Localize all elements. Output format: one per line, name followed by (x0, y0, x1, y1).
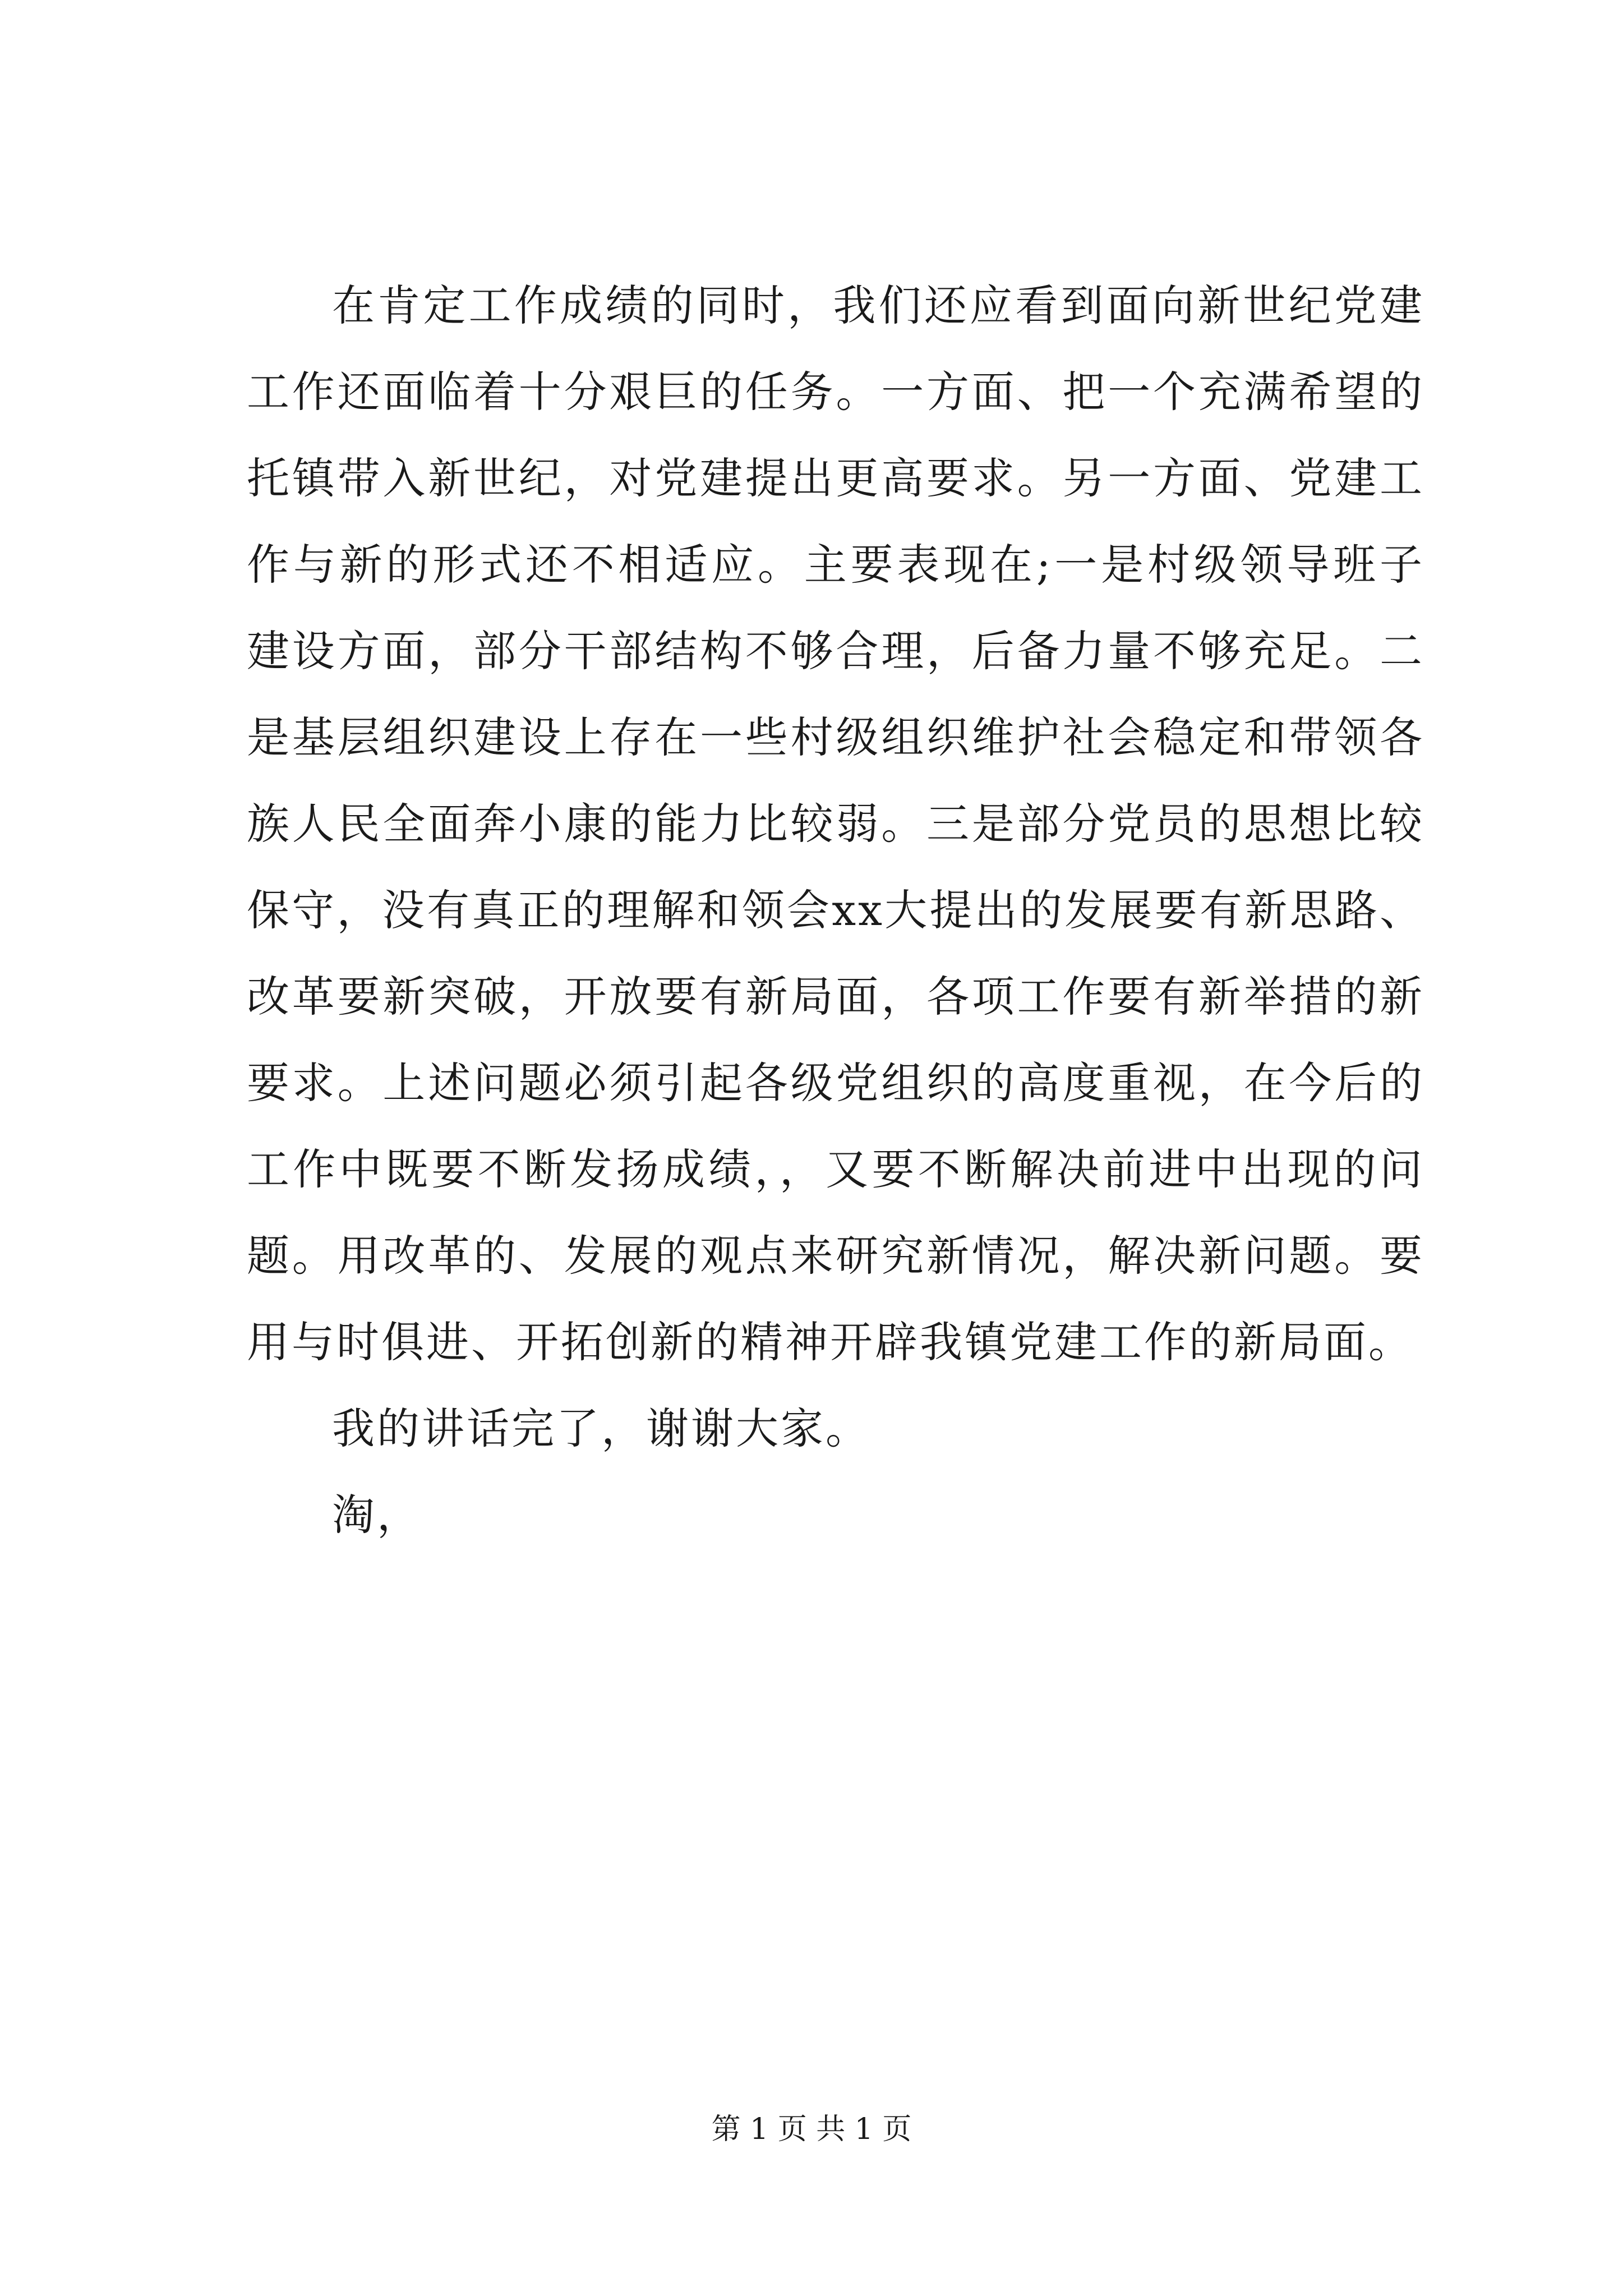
paragraph-closing: 我的讲话完了，谢谢大家。 (332, 1404, 870, 1453)
paragraph-fragment: 淘， (332, 1490, 422, 1540)
paragraph-main: 在肯定工作成绩的同时，我们还应看到面向新世纪党建工作还面临着十分艰巨的任务。一方面、把一个充满希望的托镇带入新世纪，对党建提出更高要求。另一方面、党建工作与新的形式还不相适应。主要表现在;一是村级领导班子建设方面，部分干部结构不够合理，后备力量不够充足。二是基层组织建设上存在一些村级组织维护社会稳定和带领各族人民全面奔小康的能力比较弱。三是部分党员的思想比较保守，没有真正的理解和领会xx大提出的发展要有新思路、改革要新突破，开放要有新局面，各项工作要有新举措的新要求。上述问题必须引起各级党组织的高度重视，在今后的工作中既要不断发扬成绩，，又要不断解决前进中出现的问题。用改革的、发展的观点来研究新情况，解决新问题。要用与时俱进、开拓创新的精神开辟我镇党建工作的新局面。 (247, 280, 1424, 1367)
document-body (247, 263, 1424, 1558)
page-footer: 第 1 页 共 1 页 (711, 2113, 912, 2146)
